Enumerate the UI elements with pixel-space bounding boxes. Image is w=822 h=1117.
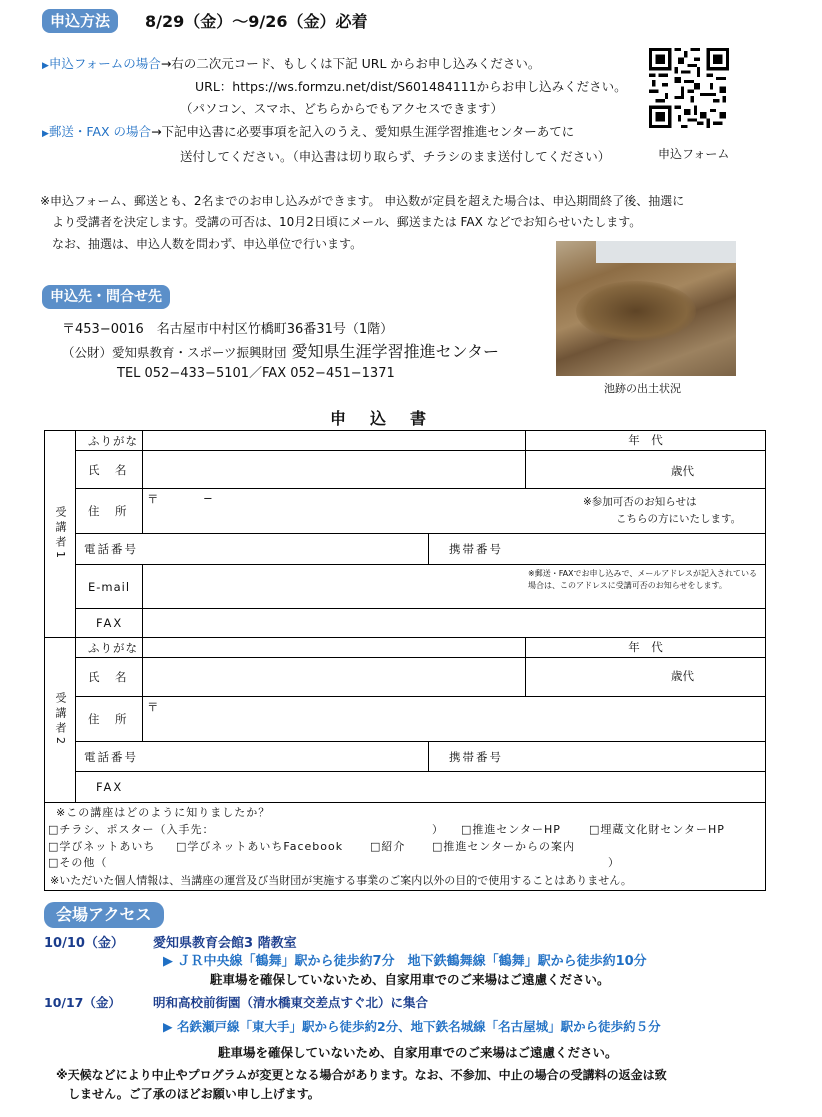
- opt-center-hp[interactable]: □推進センターHP: [461, 823, 561, 836]
- contact-address: 〒453−0016 名古屋市中村区竹橋町36番31号（1階）: [62, 322, 394, 337]
- access-note: （パソコン、スマホ、どちらからでもアクセスできます）: [180, 101, 504, 116]
- qr-code[interactable]: [649, 48, 729, 128]
- postal-dash: −: [203, 491, 213, 505]
- p1-email-label: E-mail: [75, 564, 143, 609]
- p1-name-field[interactable]: [142, 450, 526, 489]
- mail-method-text: →下記申込書に必要事項を記入のうえ、愛知県生涯学習推進センターあてに: [151, 124, 575, 139]
- apply-method-badge: 申込方法: [42, 9, 118, 33]
- p1-phone-label: 電話番号: [75, 533, 429, 565]
- day1-place: 愛知県教育会館3 階教室: [153, 936, 297, 951]
- postal-mark: 〒: [147, 492, 159, 506]
- p2-furigana-field[interactable]: [142, 637, 526, 658]
- form-method-label[interactable]: 申込フォームの場合: [48, 56, 161, 71]
- survey-question: ※この講座はどのように知りましたか？: [56, 806, 271, 819]
- apply-period: 8/29（金）～9/26（金）必着: [145, 12, 368, 31]
- p1-furigana-field[interactable]: [142, 430, 526, 451]
- postal-mark: 〒: [147, 700, 159, 714]
- triangle-icon: ▶: [42, 61, 49, 71]
- triangle-icon: ▶: [163, 954, 173, 969]
- p2-address-label: 住 所: [75, 696, 143, 742]
- p1-age-field[interactable]: [525, 450, 766, 489]
- opt-manabi[interactable]: □学びネットあいち: [48, 840, 156, 853]
- person2-side: [44, 637, 76, 803]
- p2-name-label: 氏 名: [75, 657, 143, 697]
- p1-address-label: 住 所: [75, 488, 143, 534]
- p1-mobile-label: 携帯番号: [428, 533, 766, 565]
- p1-name-label: 氏 名: [75, 450, 143, 489]
- day2-route: [163, 1017, 661, 1035]
- contact-tel: TEL 052−433−5101／FAX 052−451−1371: [117, 366, 395, 381]
- p2-fax-label: FAX: [75, 771, 766, 803]
- privacy-note: ※いただいた個人情報は、当講座の運営及び当財団が実施する事業のご案内以外の目的で使用することはありません。: [50, 874, 632, 887]
- form-title: 申 込 書: [330, 409, 431, 428]
- opt-flyer[interactable]: □チラシ、ポスター（入手先：: [48, 823, 215, 836]
- opt-flyer-close: ）: [432, 823, 443, 836]
- triangle-icon: ▶: [163, 1019, 173, 1034]
- final-note-2: しません。ご了承のほどお願い申し上げます。: [68, 1087, 320, 1101]
- day1-route: [163, 950, 647, 969]
- opt-other[interactable]: □その他（: [48, 856, 108, 869]
- contact-badge: 申込先・問合せ先: [42, 285, 170, 309]
- p2-name-field[interactable]: [142, 657, 526, 697]
- triangle-icon: ▶: [42, 129, 49, 139]
- age-unit: 歳代: [671, 669, 694, 683]
- p2-phone-label: 電話番号: [75, 741, 429, 772]
- age-unit: 歳代: [671, 464, 694, 478]
- p1-furigana-label: ふりがな: [75, 430, 143, 451]
- person2-label: 受講者2: [54, 692, 67, 748]
- opt-manabi-fb[interactable]: □学びネットあいちFacebook: [176, 840, 344, 853]
- p1-fax-label: FAX: [75, 608, 143, 638]
- day1-route-text: ＪＲ中央線「鶴舞」駅から徒歩約7分 地下鉄鶴舞線「鶴舞」駅から徒歩約10分: [177, 954, 647, 969]
- survey-row-1: [48, 821, 215, 839]
- contact-org: [62, 341, 499, 364]
- person1-label: 受講者1: [54, 506, 67, 562]
- excavation-photo: [556, 241, 736, 376]
- p1-address-field[interactable]: [142, 488, 766, 534]
- email-note-1: ※郵送・FAXでお申し込みで、メールアドレスが記入されている: [528, 569, 757, 578]
- p2-age-field[interactable]: [525, 657, 766, 697]
- p1-age-label: 年 代: [525, 430, 766, 451]
- apply-form-line: [42, 54, 540, 76]
- person1-side: [44, 430, 76, 638]
- opt-maizo-hp[interactable]: □埋蔵文化財センターHP: [589, 823, 725, 836]
- mail-method-label: 郵送・FAX の場合: [48, 124, 152, 139]
- opt-intro[interactable]: □紹介: [370, 840, 406, 853]
- p1-email-field[interactable]: [142, 564, 766, 609]
- note-line-1: ※申込フォーム、郵送とも、2名までのお申し込みができます。 申込数が定員を超えた場合は、申込期間終了後、抽選に: [40, 194, 685, 208]
- apply-url-line[interactable]: URL：https://ws.formzu.net/dist/S601484111からお申し込みください。: [195, 79, 627, 94]
- opt-center-info[interactable]: □推進センターからの案内: [432, 840, 575, 853]
- org-big: 愛知県生涯学習推進センター: [291, 342, 499, 361]
- photo-caption: 池跡の出土状況: [604, 382, 681, 395]
- note-line-2: より受講者を決定します。受講の可否は、10月2日頃にメール、郵送または FAX などでお知らせいたします。: [52, 215, 642, 229]
- form-method-text: →右の二次元コード、もしくは下記 URL からお申し込みください。: [160, 56, 541, 71]
- day1-date: 10/10（金）: [44, 936, 124, 951]
- apply-mail-line: [42, 122, 574, 144]
- p2-mobile-label: 携帯番号: [428, 741, 766, 772]
- final-note-1: ※天候などにより中止やプログラムが変更となる場合があります。なお、不参加、中止の場合の受講料の返金は致: [56, 1068, 667, 1082]
- notify-note-1: ※参加可否のお知らせは: [583, 496, 697, 508]
- opt-other-close: ）: [608, 856, 619, 869]
- day2-date: 10/17（金）: [44, 995, 121, 1010]
- org-small: （公財）愛知県教育・スポーツ振興財団: [62, 345, 287, 360]
- day1-parking: 駐車場を確保していないため、自家用車でのご来場はご遠慮ください。: [210, 972, 610, 987]
- p2-address-field[interactable]: [142, 696, 766, 742]
- mail-method-text-2: 送付してください。（申込書は切り取らず、チラシのまま送付してください）: [180, 149, 611, 164]
- p2-age-label: 年 代: [525, 637, 766, 658]
- day2-route-text: 名鉄瀬戸線「東大手」駅から徒歩約2分、地下鉄名城線「名古屋城」駅から徒歩約５分: [176, 1019, 661, 1034]
- qr-caption: 申込フォーム: [658, 147, 730, 161]
- notify-note-2: こちらの方にいたします。: [616, 513, 742, 525]
- day2-parking: 駐車場を確保していないため、自家用車でのご来場はご遠慮ください。: [218, 1045, 618, 1060]
- email-note-2: 場合は、このアドレスに受講可否のお知らせをします。: [528, 581, 727, 590]
- note-line-3: なお、抽選は、申込人数を問わず、申込単位で行います。: [52, 237, 363, 251]
- venue-badge: 会場アクセス: [44, 902, 164, 928]
- day2-place: 明和高校前街園（清水橋東交差点すぐ北）に集合: [153, 995, 429, 1010]
- p2-furigana-label: ふりがな: [75, 637, 143, 658]
- p1-fax-field[interactable]: [142, 608, 766, 638]
- tent-roof: [596, 241, 736, 263]
- pond-pit: [576, 281, 696, 341]
